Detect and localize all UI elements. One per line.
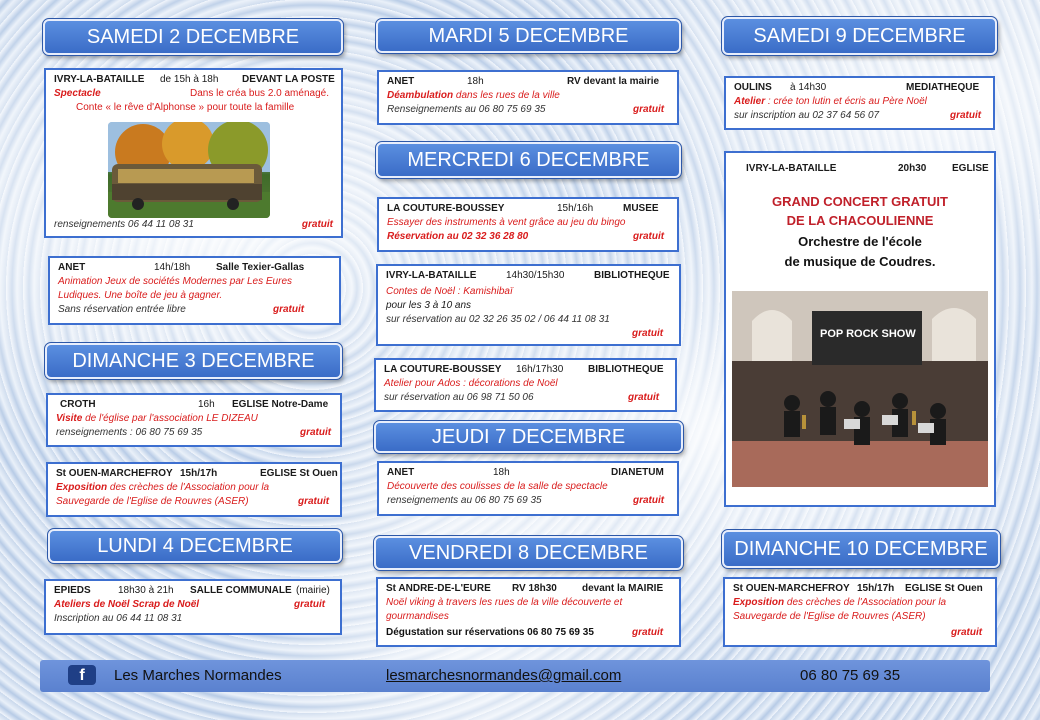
day-header-samedi-9: SAMEDI 9 DECEMBRE [722,17,997,55]
free-label: gratuit [273,304,305,315]
event-ivry-spectacle [44,68,343,238]
facebook-icon[interactable]: f [68,665,96,685]
event-description: Sauvegarde de l'Eglise de Rouvres (ASER) [733,611,926,622]
free-label: gratuit [950,110,982,121]
event-standre-viking [376,577,681,647]
event-description: Sauvegarde de l'Eglise de Rouvres (ASER) [56,496,249,507]
event-time: 16h/17h30 [516,364,564,375]
event-description: Découverte des coulisses de la salle de spectacle [387,481,608,492]
event-kind: Exposition [56,482,108,493]
event-town: St OUEN-MARCHEFROY [56,468,173,479]
event-kind: Exposition [733,597,785,608]
event-description: : crée ton lutin et écris au Père Noël [765,96,927,107]
free-label: gratuit [298,496,330,507]
event-time: 15h/17h [180,468,218,479]
event-anet-jeux [48,256,341,325]
event-info: Réservation au 02 32 36 28 80 [387,231,529,242]
concert-title: GRAND CONCERT GRATUIT [772,194,948,209]
concert-subtitle: Orchestre de l'école [798,234,922,249]
bus-illustration [108,122,270,218]
event-audience: pour les 3 à 10 ans [386,300,472,311]
event-town: ANET [387,76,415,87]
event-time: à 14h30 [790,82,827,93]
concert-title: DE LA CHACOULIENNE [786,213,934,228]
event-grand-concert [724,151,996,507]
event-info: sur réservation au 02 32 26 35 02 / 06 44 11 08 31 [386,314,610,325]
event-description: Dans le créa bus 2.0 aménagé. [190,88,329,99]
event-info: Inscription au 06 44 11 08 31 [54,613,183,624]
event-time: 15h/16h [557,203,594,214]
day-header-dimanche-10: DIMANCHE 10 DECEMBRE [722,530,1000,568]
event-description: Conte « le rêve d'Alphonse » pour toute la famille [76,102,295,113]
event-info: renseignements au 06 80 75 69 35 [387,495,542,506]
facebook-page-name[interactable]: Les Marches Normandes [114,667,282,684]
event-info: Dégustation sur réservations 06 80 75 69 35 [386,627,594,638]
orchestra-photo [732,291,988,487]
event-description: Essayer des instruments à vent grâce au jeu du bingo [387,217,626,228]
event-couture-musee [377,197,679,252]
footer-bar [40,660,990,692]
event-place: BIBLIOTHEQUE [588,364,664,375]
event-time: 18h30 à 21h [118,585,174,596]
event-town: IVRY-LA-BATAILLE [386,270,477,281]
creabus-photo [108,122,270,218]
event-place: SALLE COMMUNALE [190,585,292,596]
email-link[interactable]: lesmarchesnormandes@gmail.com [386,667,622,684]
event-description: Atelier pour Ados : décorations de Noël [384,378,558,389]
event-time: de 15h à 18h [160,74,219,85]
event-info: renseignements : 06 80 75 69 35 [56,427,203,438]
event-description: dans les rues de la ville [453,90,560,101]
event-croth-visite [46,393,342,447]
photo-banner-text: POP ROCK SHOW [820,328,916,340]
event-stouen-exposition [46,462,342,517]
event-town: CROTH [60,399,96,410]
event-description: Contes de Noël : Kamishibaï [386,286,513,297]
event-place: MUSEE [623,203,659,214]
day-header-lundi-4: LUNDI 4 DECEMBRE [48,529,342,563]
event-time: 20h30 [898,163,927,174]
free-label: gratuit [633,104,665,115]
event-description: Ateliers de Noël Scrap de Noël [54,599,200,610]
day-header-vendredi-8: VENDREDI 8 DECEMBRE [374,536,683,570]
event-town: ANET [387,467,415,478]
event-place: MEDIATHEQUE [906,82,980,93]
event-place: EGLISE [952,163,989,174]
free-label: gratuit [294,599,326,610]
day-header-samedi-2: SAMEDI 2 DECEMBRE [43,19,343,55]
event-town: IVRY-LA-BATAILLE [746,163,837,174]
concert-subtitle: de musique de Coudres. [784,254,936,269]
event-time: RV 18h30 [512,583,557,594]
event-town: St ANDRE-DE-L'EURE [386,583,491,594]
event-place: RV devant la mairie [567,76,660,87]
event-stouen-exposition-10 [723,577,997,647]
event-kind: Visite [56,413,83,424]
event-anet-deambulation [377,70,679,125]
event-ivry-contes [376,264,681,346]
free-label: gratuit [951,627,983,638]
event-place: EGLISE St Ouen [260,468,338,479]
event-town: LA COUTURE-BOUSSEY [387,203,505,214]
event-town: OULINS [734,82,772,93]
event-time: 16h [198,399,215,410]
event-time: 18h [493,467,510,478]
day-header-mercredi-6: MERCREDI 6 DECEMBRE [376,142,681,178]
event-description: Ludiques. Une boîte de jeu à gagner. [58,290,223,301]
free-label: gratuit [633,495,665,506]
event-epieds-ateliers [44,579,342,635]
free-label: gratuit [632,328,664,339]
event-kind: Déambulation [387,90,454,101]
event-info: Sans réservation entrée libre [58,304,186,315]
event-anet-dianetum [377,461,679,516]
event-time: 18h [467,76,484,87]
event-couture-ados [374,358,677,412]
event-description: gourmandises [386,611,449,622]
free-label: gratuit [628,392,660,403]
free-label: gratuit [300,427,332,438]
event-time: 14h30/15h30 [506,270,565,281]
day-header-dimanche-3: DIMANCHE 3 DECEMBRE [45,343,342,379]
event-place: Salle Texier-Gallas [216,262,305,273]
event-place: DIANETUM [611,467,664,478]
event-description: des crèches de l'Association pour la [784,597,947,608]
event-place: EGLISE Notre-Dame [232,399,329,410]
event-place-note: (mairie) [296,585,330,596]
free-label: gratuit [632,627,664,638]
phone-number: 06 80 75 69 35 [800,667,901,684]
event-description: Noël viking à travers les rues de la ville découverte et [386,597,623,608]
event-info: renseignements 06 44 11 08 31 [54,219,194,230]
event-town: IVRY-LA-BATAILLE [54,74,145,85]
event-description: de l'église par l'association LE DIZEAU [82,413,258,424]
event-town: St OUEN-MARCHEFROY [733,583,850,594]
event-town: LA COUTURE-BOUSSEY [384,364,502,375]
free-label: gratuit [633,231,665,242]
event-time: 14h/18h [154,262,191,273]
event-kind: Atelier [734,96,766,107]
event-info: sur réservation au 06 98 71 50 06 [384,392,534,403]
orchestra-illustration [732,291,988,487]
event-description: des crèches de l'Association pour la [107,482,270,493]
event-oulins-atelier [724,76,995,130]
event-time: 15h/17h [857,583,895,594]
event-town: EPIEDS [54,585,91,596]
day-header-mardi-5: MARDI 5 DECEMBRE [376,19,681,53]
event-place: EGLISE St Ouen [905,583,983,594]
event-kind: Spectacle [54,88,101,99]
event-description: Animation Jeux de sociétés Modernes par Les Eures [58,276,293,287]
event-town: ANET [58,262,86,273]
event-info: sur inscription au 02 37 64 56 07 [734,110,880,121]
day-header-jeudi-7: JEUDI 7 DECEMBRE [374,421,683,453]
free-label: gratuit [301,219,333,230]
event-place: devant la MAIRIE [582,583,664,594]
event-info: Renseignements au 06 80 75 69 35 [387,104,546,115]
event-place: BIBLIOTHEQUE [594,270,670,281]
event-place: DEVANT LA POSTE [242,74,335,85]
